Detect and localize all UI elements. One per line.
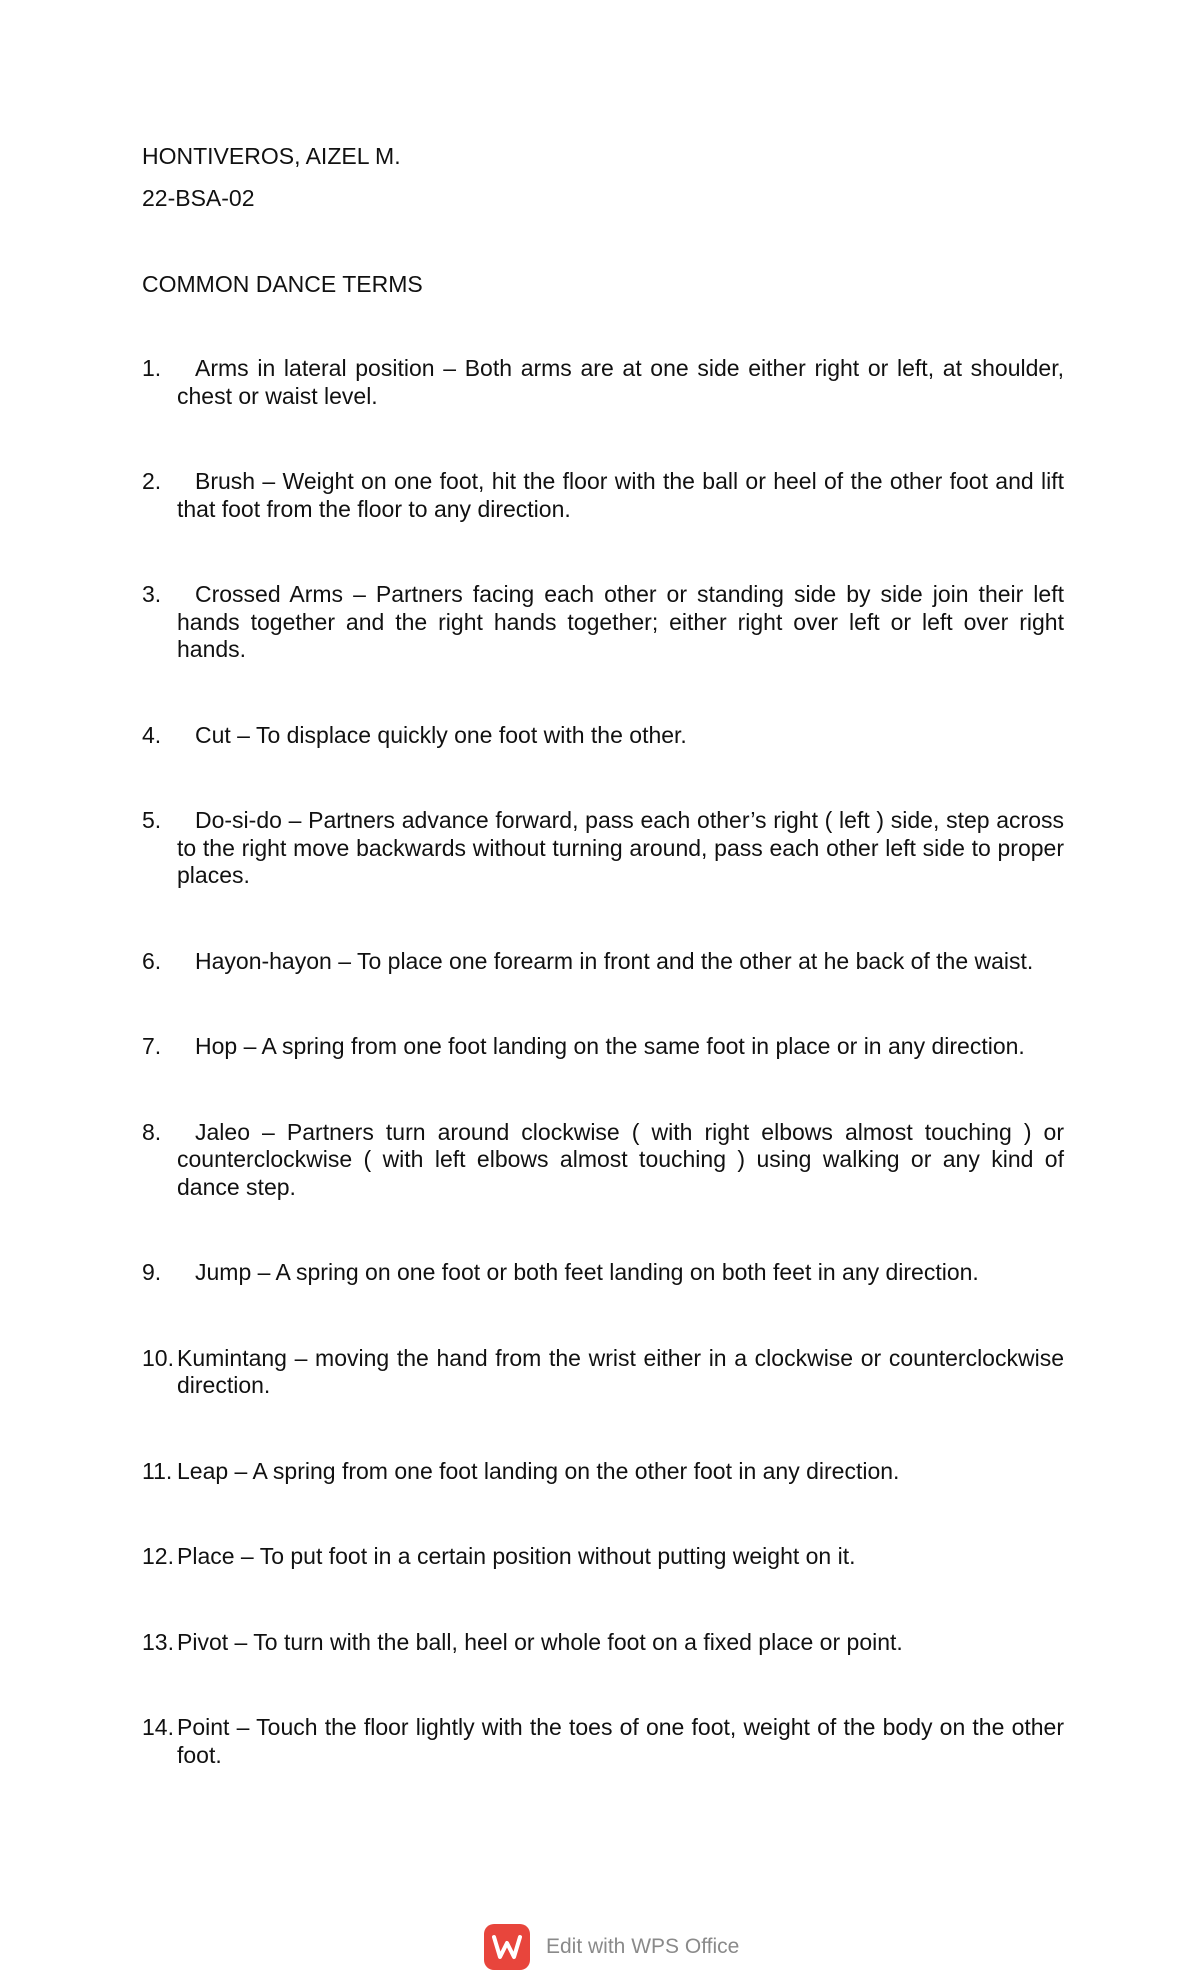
- term-number: 10.: [142, 1344, 174, 1371]
- term-item: [142, 468, 1064, 523]
- term-definition: [177, 1259, 1064, 1287]
- term-number: 11.: [142, 1457, 173, 1484]
- term-number: 12.: [142, 1543, 174, 1569]
- term-definition: [177, 1345, 1064, 1400]
- term-number: 2.: [142, 468, 162, 494]
- wps-w-icon: [484, 1924, 530, 1970]
- term-text: Kumintang – moving the hand from the wrist either in a clockwise or counterclockwise direction.: [177, 1344, 1064, 1398]
- term-definition: [177, 807, 1064, 890]
- term-text: Cut – To displace quickly one foot with the other.: [195, 721, 687, 748]
- term-item: [142, 1458, 1064, 1486]
- student-id: 22-BSA-02: [142, 185, 255, 211]
- wps-edit-label: Edit with WPS Office: [546, 1935, 740, 1958]
- term-item: [142, 722, 1064, 750]
- term-definition: [177, 468, 1064, 523]
- term-definition: [177, 722, 1064, 750]
- term-text: Jump – A spring on one foot or both feet landing on both feet in any direction.: [195, 1259, 979, 1285]
- term-definition: [177, 948, 1064, 976]
- term-item: [142, 1033, 1064, 1061]
- term-definition: [177, 1033, 1064, 1061]
- term-text: Leap – A spring from one foot landing on the other foot in any direction.: [177, 1457, 900, 1484]
- term-item: [142, 355, 1064, 410]
- term-text: Arms in lateral position – Both arms are at one side either right or left, at shoulder, chest or waist level.: [177, 355, 1064, 409]
- wps-footer[interactable]: [484, 1924, 739, 1970]
- term-number: 6.: [142, 947, 162, 974]
- term-definition: [177, 1714, 1064, 1769]
- term-number: 3.: [142, 581, 162, 607]
- term-definition: [177, 1543, 1064, 1571]
- terms-list: [142, 355, 1064, 1827]
- student-name: HONTIVEROS, AIZEL M.: [142, 143, 401, 169]
- term-number: 4.: [142, 721, 162, 748]
- term-text: Jaleo – Partners turn around clockwise ( with right elbows almost touching ) or counterclockwise ( with left elbows almost touching ) using walking or any kind of dance step.: [177, 1118, 1064, 1200]
- term-definition: [177, 1119, 1064, 1202]
- term-number: 14.: [142, 1714, 174, 1740]
- document-title: COMMON DANCE TERMS: [142, 271, 423, 297]
- term-item: [142, 1543, 1064, 1571]
- term-item: [142, 1119, 1064, 1202]
- term-item: [142, 581, 1064, 664]
- term-number: 5.: [142, 807, 162, 833]
- term-definition: [177, 581, 1064, 664]
- term-text: Do-si-do – Partners advance forward, pass each other’s right ( left ) side, step across to the right move backwards without turning around, pass each other left side to proper places.: [177, 807, 1064, 888]
- term-number: 7.: [142, 1033, 162, 1059]
- term-number: 13.: [142, 1628, 174, 1655]
- term-number: 9.: [142, 1259, 162, 1285]
- term-definition: [177, 1629, 1064, 1657]
- term-definition: [177, 355, 1064, 410]
- term-number: 1.: [142, 355, 162, 381]
- term-text: Place – To put foot in a certain position without putting weight on it.: [177, 1543, 856, 1569]
- term-text: Hayon-hayon – To place one forearm in front and the other at he back of the waist.: [195, 947, 1034, 974]
- term-definition: [177, 1458, 1064, 1486]
- term-text: Crossed Arms – Partners facing each other or standing side by side join their left hands together and the right hands together; either right over left or left over right hands.: [177, 581, 1064, 662]
- term-number: 8.: [142, 1118, 162, 1145]
- term-item: [142, 1629, 1064, 1657]
- term-text: Brush – Weight on one foot, hit the floor with the ball or heel of the other foot and lift that foot from the floor to any direction.: [177, 468, 1064, 522]
- term-item: [142, 948, 1064, 976]
- term-text: Point – Touch the floor lightly with the toes of one foot, weight of the body on the other foot.: [177, 1714, 1064, 1768]
- term-text: Hop – A spring from one foot landing on the same foot in place or in any direction.: [195, 1033, 1025, 1059]
- term-item: [142, 1259, 1064, 1287]
- term-text: Pivot – To turn with the ball, heel or whole foot on a fixed place or point.: [177, 1628, 903, 1655]
- term-item: [142, 807, 1064, 890]
- term-item: [142, 1345, 1064, 1400]
- term-item: [142, 1714, 1064, 1769]
